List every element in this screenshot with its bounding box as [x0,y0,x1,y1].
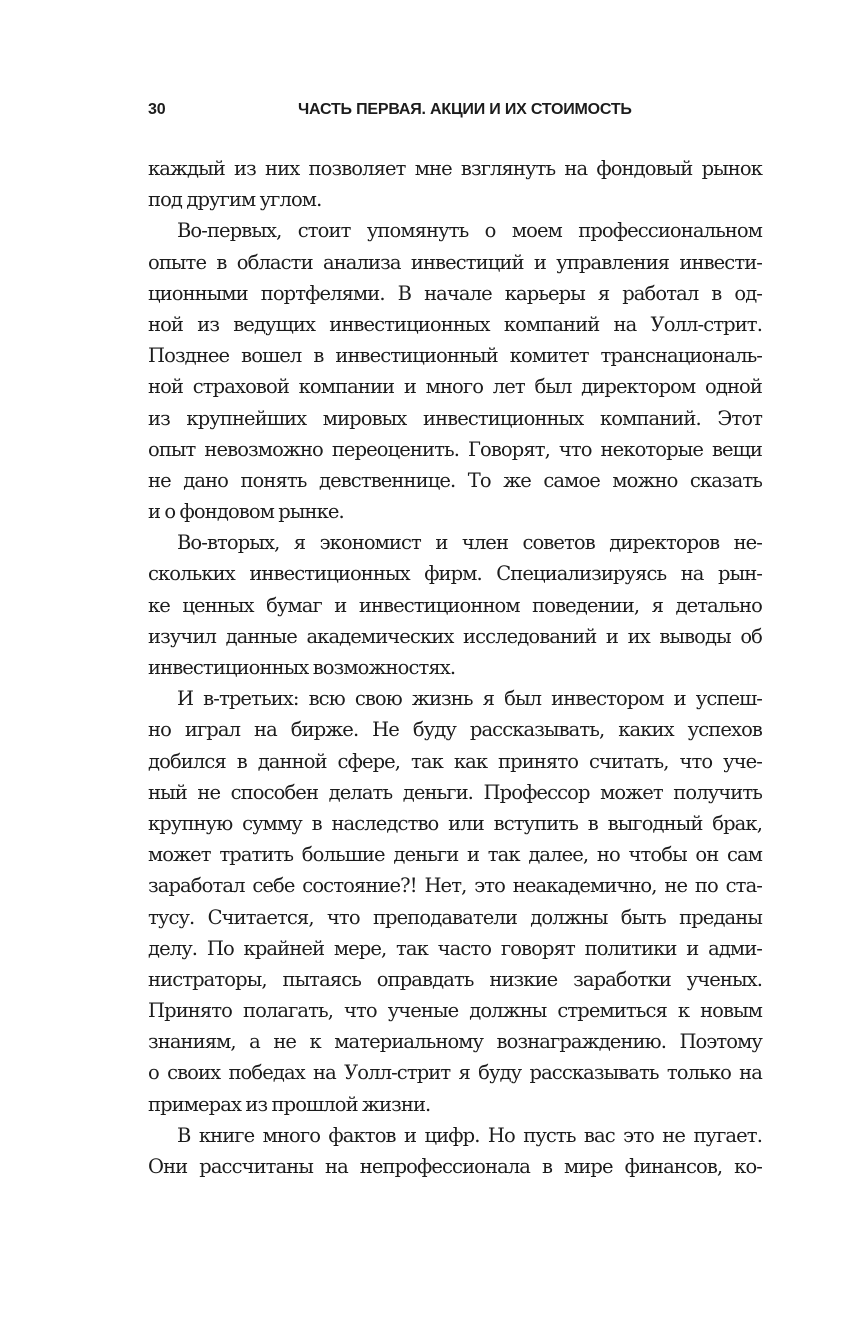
text-line: ный не способен делать деньги. Профессор может получить [148,780,762,804]
text-line: из крупнейших мировых инвестиционных компаний. Этот [148,406,762,430]
text-line: не дано понять девственнице. То же самое можно сказать [148,468,762,492]
paragraph [148,215,762,527]
paragraph [148,153,762,215]
text-line: опыте в области анализа инвестиций и управления инвести- [148,250,762,274]
text-line: заработал себе состояние?! Нет, это неакадемично, не по ста- [148,874,762,898]
text-line: Во-вторых, я экономист и член советов директоров не- [177,531,762,555]
text-line: нистраторы, пытаясь оправдать низкие заработки ученых. [148,967,762,991]
text-line: В книге много фактов и цифр. Но пусть вас это не пугает. [177,1123,762,1147]
running-title: ЧАСТЬ ПЕРВАЯ. АКЦИИ И ИХ СТОИМОСТЬ [298,101,632,118]
paragraph [148,1120,762,1182]
body-text [148,153,762,1182]
text-line: и о фондовом рынке. [148,500,344,524]
text-line: И в-третьих: всю свою жизнь я был инвестором и успеш- [177,687,762,711]
text-line: может тратить большие деньги и так далее, но чтобы он сам [148,843,762,867]
text-line: о своих победах на Уолл-стрит я буду рассказывать только на [148,1061,762,1085]
text-line: крупную сумму в наследство или вступить в выгодный брак, [148,811,762,835]
text-line: Позднее вошел в инвестиционный комитет транснациональ- [148,344,762,368]
text-line: ной из ведущих инвестиционных компаний на Уолл-стрит. [148,312,762,336]
page-number: 30 [148,101,166,118]
text-line: ционными портфелями. В начале карьеры я работал в од- [148,281,762,305]
text-line: примерах из прошлой жизни. [148,1092,431,1116]
text-line: инвестиционных возможностях. [148,656,456,679]
paragraph [148,683,762,1120]
text-line: изучил данные академических исследований и их выводы об [148,624,762,648]
paragraph [148,527,762,683]
text-line: но играл на бирже. Не буду рассказывать, каких успехов [148,718,762,742]
text-line: под другим углом. [148,188,322,212]
text-line: тусу. Считается, что преподаватели должны быть преданы [148,905,762,929]
text-line: Принято полагать, что ученые должны стремиться к новым [148,999,762,1023]
text-line: каждый из них позволяет мне взглянуть на фондовый рынок [148,157,762,180]
text-line: ной страховой компании и много лет был директором одной [148,375,762,399]
text-line: Во-первых, стоит упомянуть о моем профессиональном [177,219,762,243]
text-line: скольких инвестиционных фирм. Специализируясь на рын- [148,562,762,586]
text-line: знаниям, а не к материальному вознаграждению. Поэтому [148,1030,762,1054]
running-header [148,98,762,124]
text-line: опыт невозможно переоценить. Говорят, что некоторые вещи [148,437,762,461]
text-line: ке ценных бумаг и инвестиционном поведении, я детально [148,593,762,617]
text-line: Они рассчитаны на непрофессионала в мире финансов, ко- [148,1155,762,1178]
text-line: добился в данной сфере, так как принято считать, что уче- [148,749,762,773]
text-line: делу. По крайней мере, так часто говорят политики и адми- [148,936,762,960]
